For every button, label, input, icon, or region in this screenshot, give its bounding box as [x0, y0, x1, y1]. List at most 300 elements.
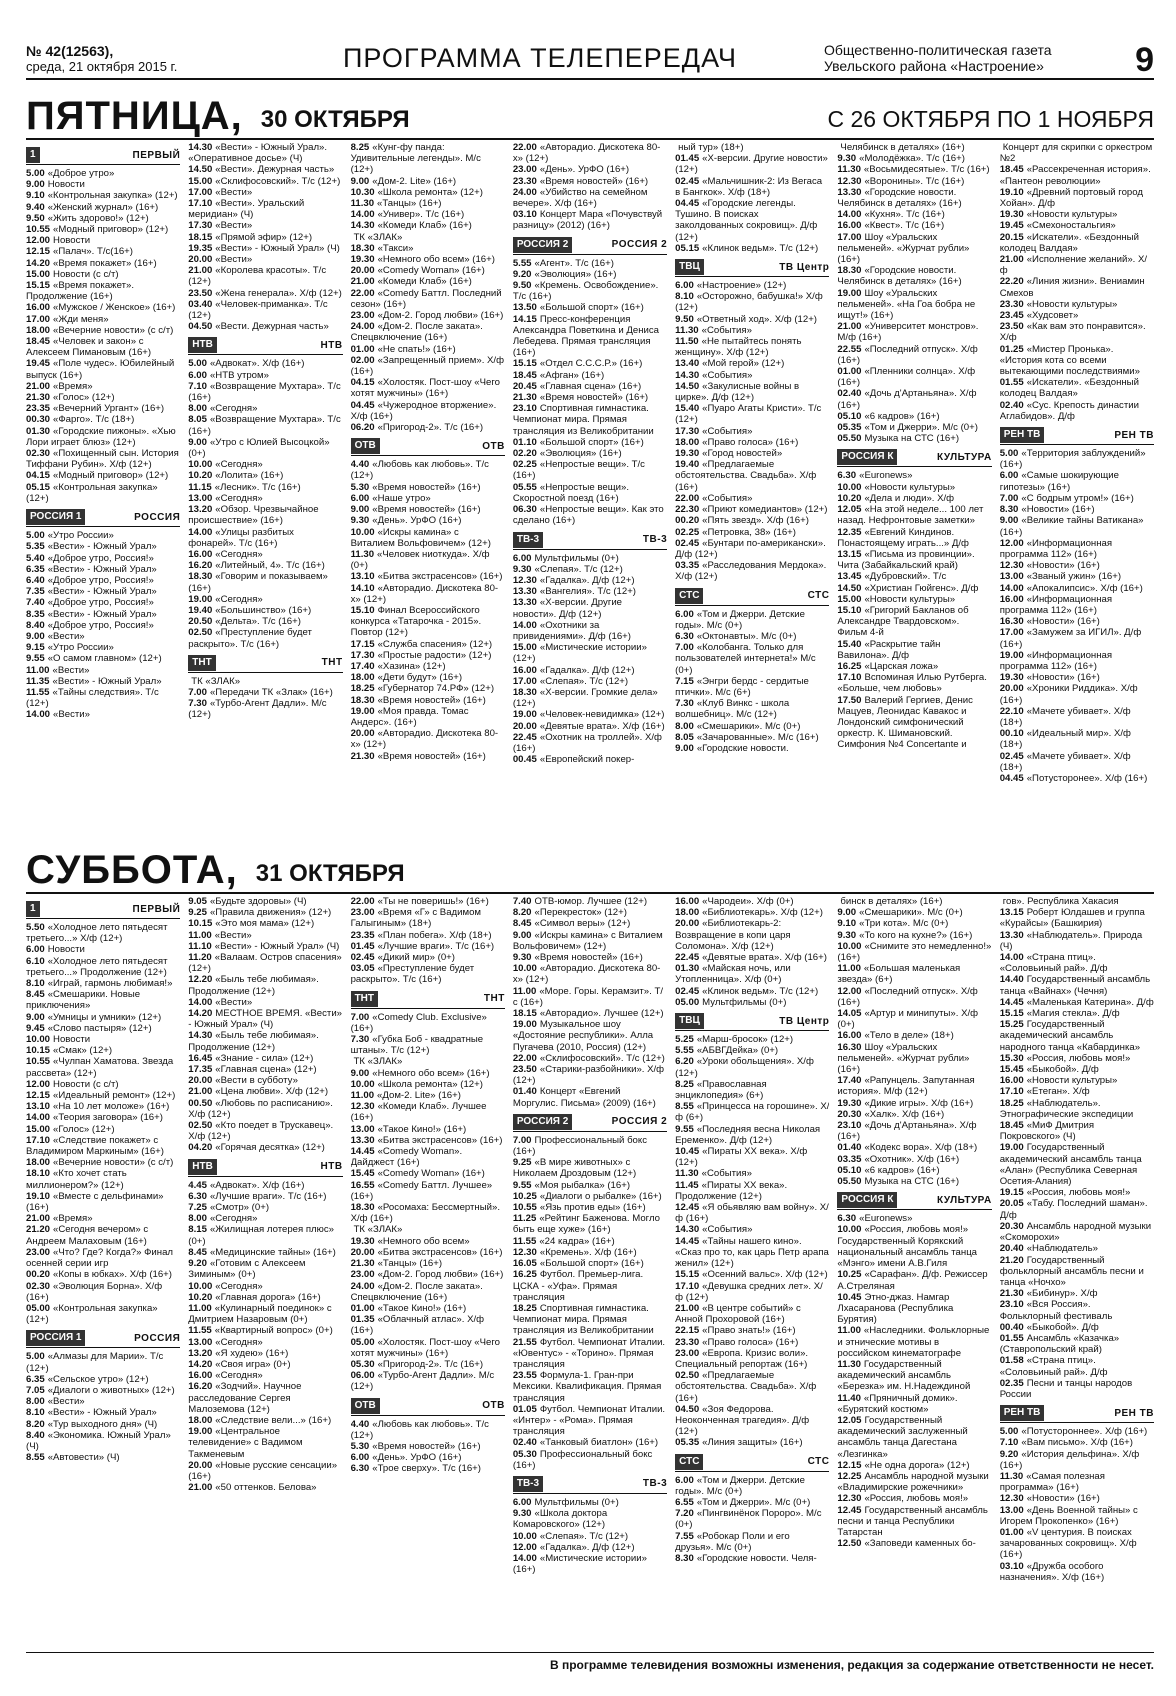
- friday-schedule: [26, 142, 1154, 832]
- program-title: «Григорий Бакланов об Александре Твардовском». Фильм 4-й: [837, 604, 969, 639]
- program-title: «Кремень». Х/ф (16+): [539, 1246, 637, 1258]
- program-entry: [188, 299, 342, 321]
- program-time: 9.00: [26, 1011, 45, 1023]
- program-title: «Великие тайны Ватикана» (16+): [999, 515, 1144, 538]
- program-title: «Время покажет» (16+): [53, 257, 157, 269]
- program-entry: [26, 358, 180, 380]
- program-time: 16.00: [999, 1075, 1024, 1087]
- channel-logo: СТС: [675, 1454, 703, 1470]
- footer-note: В программе телевидения возможны изменения, редакция за содержание ответственности не несет.: [549, 1658, 1154, 1672]
- program-time: 21.00: [837, 321, 862, 333]
- program-time: 10.00: [837, 1224, 862, 1236]
- program-time: 16.30: [837, 1041, 862, 1053]
- program-time: 11.30: [350, 548, 375, 560]
- program-title: Этно-джаз. Намгар Лхасаранова (Республика Бурятия): [837, 1291, 954, 1326]
- program-time: 14.20: [26, 257, 51, 269]
- program-time: 18.30: [350, 242, 375, 254]
- program-entry: [1000, 1355, 1154, 1377]
- program-entry: [675, 631, 829, 642]
- program-entry: [26, 1112, 180, 1123]
- program-entry: [675, 1497, 829, 1508]
- program-entry: [1000, 310, 1154, 321]
- program-entry: [837, 209, 991, 220]
- program-entry: [351, 1180, 505, 1202]
- program-time: 21.30: [999, 1288, 1024, 1300]
- program-time: 04.45: [350, 399, 375, 411]
- program-title: «Танковый биатлон» (16+): [539, 1437, 659, 1449]
- program-time: 02.45: [350, 952, 375, 964]
- program-time: 14.00: [188, 996, 213, 1008]
- program-entry: [1000, 1299, 1154, 1321]
- program-entry: [675, 743, 829, 754]
- program-time: 9.00: [188, 436, 207, 448]
- program-title: «Клуб Винкс - школа волшебниц». М/с (12+): [675, 698, 790, 721]
- program-title: «Обзор. Чрезвычайное происшествие» (16+): [188, 504, 319, 527]
- program-time: 22.00: [675, 492, 700, 504]
- program-title: «Новости» (16+): [1021, 504, 1095, 516]
- program-entry: [1000, 1098, 1154, 1120]
- program-title: «Кремень. Освобождение». Т/с (16+): [512, 280, 659, 303]
- program-title: «Мачете убивает». Х/ф (18+): [999, 705, 1131, 728]
- program-time: 9.00: [512, 929, 532, 941]
- program-time: 6.00: [512, 552, 532, 564]
- channel-logo: ТВЦ: [675, 1013, 704, 1029]
- program-time: 12.30: [512, 574, 537, 586]
- program-entry: [675, 1224, 829, 1235]
- program-time: 6.00: [350, 1452, 370, 1464]
- program-time: 9.20: [999, 1448, 1019, 1460]
- program-time: 20.00: [512, 720, 537, 732]
- program-time: 12.15: [26, 246, 51, 258]
- program-entry: [26, 597, 180, 608]
- program-time: 17.40: [350, 660, 375, 672]
- program-time: 17.00: [512, 675, 537, 687]
- program-time: 9.55: [26, 653, 45, 665]
- program-entry: [1000, 1449, 1154, 1471]
- program-entry: [675, 986, 829, 997]
- program-time: 22.55: [837, 343, 862, 355]
- program-title: «Восьмидесятые». Т/с (16+): [863, 164, 990, 176]
- program-time: 9.25: [512, 1157, 532, 1169]
- program-time: 14.00: [999, 952, 1024, 964]
- program-title: «Х-версии. Другие новости» (12+): [675, 153, 828, 176]
- program-time: 15.15: [26, 280, 51, 292]
- program-entry: [675, 1337, 829, 1348]
- program-time: 01.05: [512, 1403, 537, 1415]
- program-title: «Слепая». Т/с (12+): [539, 675, 629, 687]
- program-title: ТК «ЗЛАК»: [353, 231, 403, 243]
- program-time: 15.15: [512, 358, 537, 370]
- program-entry: [188, 265, 342, 287]
- program-title: Государственный фольклорный ансамбль песни и танца «Ночхо»: [999, 1254, 1144, 1288]
- program-title: Музыка на СТС (16+): [864, 1176, 960, 1188]
- channel-block: [188, 142, 342, 332]
- channel-block: [837, 448, 991, 750]
- program-entry: [1000, 896, 1154, 907]
- program-title: «Чародеи». Х/ф (0+): [702, 896, 794, 907]
- program-entry: [188, 504, 342, 526]
- program-time: 18.00: [350, 672, 375, 684]
- program-title: Валерий Гергиев, Денис Мацуев, Леонидас Кавакос и Лондонский симфонический оркестр. К. Шимановский. Симфония №4 Concertante и: [837, 694, 973, 751]
- program-time: 21.00: [188, 265, 213, 277]
- program-time: 8.00: [675, 720, 694, 732]
- program-time: 19.35: [188, 242, 213, 254]
- program-title: «Новости» (16+): [1026, 616, 1100, 628]
- channel-header: [675, 1453, 829, 1472]
- program-title: «События»: [702, 425, 753, 437]
- program-title: «Снимите это немедленно!» (16+): [837, 940, 992, 964]
- program-title: «Похищенный сын. История Тиффани Рубин». Х/ф (12+): [26, 448, 179, 471]
- program-title: «Охотник на троллей». Х/ф (16+): [512, 731, 662, 754]
- program-title: «Приют комедиантов» (12+): [702, 504, 828, 516]
- program-time: 05.10: [837, 1164, 862, 1176]
- program-time: 5.00: [26, 1351, 45, 1363]
- program-entry: [1000, 400, 1154, 422]
- channel-header: [513, 1113, 667, 1132]
- program-entry: [837, 153, 991, 164]
- program-entry: [675, 1508, 829, 1530]
- program-entry: [351, 1168, 505, 1179]
- program-time: 7.00: [512, 1134, 532, 1146]
- program-entry: [26, 1385, 180, 1396]
- program-time: 06.30: [512, 504, 537, 516]
- program-entry: [513, 1449, 667, 1471]
- program-time: 6.55: [675, 1496, 694, 1508]
- program-title: «События»: [702, 492, 753, 504]
- program-time: 02.45: [675, 175, 700, 187]
- program-title: Концерт для скрипки с оркестром №2: [999, 142, 1153, 165]
- program-time: 7.35: [26, 586, 45, 598]
- program-time: 05.50: [837, 433, 862, 445]
- program-entry: [1000, 1493, 1154, 1504]
- day-name: СУББОТА,: [26, 848, 238, 892]
- program-entry: [351, 1202, 505, 1224]
- program-entry: [837, 1213, 991, 1224]
- program-entry: [675, 153, 829, 175]
- program-entry: [675, 325, 829, 336]
- program-entry: [26, 269, 180, 280]
- program-entry: [513, 482, 667, 504]
- program-time: 19.30: [999, 672, 1024, 684]
- program-entry: [513, 280, 667, 302]
- channel-name: СТС: [807, 590, 830, 602]
- program-title: «Самые шокирующие гипотезы» (16+): [999, 470, 1119, 493]
- program-entry: [837, 571, 991, 582]
- program-time: 22.45: [675, 952, 700, 964]
- program-time: 22.30: [675, 504, 700, 516]
- program-time: 8.10: [26, 1407, 45, 1419]
- program-entry: [1000, 907, 1154, 929]
- program-title: «Три кота». М/с (0+): [859, 918, 949, 930]
- channel-block: [26, 508, 180, 720]
- program-title: «Большинство» (16+): [215, 604, 312, 616]
- program-time: 18.30: [837, 265, 862, 277]
- program-entry: [26, 1452, 180, 1463]
- schedule-column: [1000, 896, 1154, 1646]
- program-entry: [26, 1034, 180, 1045]
- program-entry: [1000, 1086, 1154, 1097]
- program-time: 05.15: [675, 242, 700, 254]
- program-entry: [188, 220, 342, 231]
- channel-name: ТВ Центр: [779, 1015, 830, 1027]
- program-time: 16.20: [188, 560, 213, 572]
- program-entry: [351, 583, 505, 605]
- program-title: «Тайны нашего кино». «Сказ про то, как царь Петр арапа женил» (12+): [675, 1235, 829, 1270]
- program-time: 20.40: [999, 1243, 1024, 1255]
- newspaper-name: Общественно-политическая газета Увельского района «Настроение»: [824, 42, 1052, 74]
- program-entry: [513, 642, 667, 664]
- program-entry: [513, 392, 667, 403]
- program-time: 11.30: [999, 1470, 1024, 1482]
- program-time: 14.20: [188, 1008, 213, 1020]
- program-title: «Дочь д'Артаньяна». Х/ф (16+): [837, 1120, 977, 1143]
- program-time: 15.25: [999, 1019, 1024, 1031]
- program-title: Государственный ансамбль песни и танца Республики Татарстан: [837, 1504, 988, 1538]
- program-time: 01.55: [999, 1332, 1024, 1344]
- program-title: «Бибинур». Х/ф: [1026, 1288, 1098, 1300]
- program-entry: [675, 952, 829, 963]
- channel-header: [675, 1012, 829, 1031]
- program-title: «Любовь по расписанию». Х/ф (12+): [188, 1097, 333, 1120]
- program-entry: [837, 1154, 991, 1165]
- program-title: «Школа ремонта» (12+): [377, 1078, 483, 1090]
- program-time: 11.00: [188, 1302, 212, 1314]
- channel-logo: СТС: [675, 588, 703, 604]
- program-title: «Марш-бросок» (12+): [696, 1034, 794, 1046]
- program-title: «Вести»: [215, 254, 253, 266]
- program-entry: [837, 366, 991, 388]
- program-entry: [1000, 1378, 1154, 1400]
- channel-logo: 1: [26, 147, 40, 163]
- program-entry: [26, 653, 180, 664]
- program-time: 12.00: [837, 985, 862, 997]
- program-title: «Искатели». «Бездонный колодец Валдая»: [999, 231, 1139, 254]
- program-title: «Контрольная закупка» (12+): [26, 481, 158, 504]
- program-title: «Губернатор 74.РФ» (12+): [377, 683, 495, 695]
- program-entry: [513, 1437, 667, 1448]
- program-title: «Доброе утро, Россия!»: [47, 552, 154, 564]
- program-entry: [351, 321, 505, 343]
- program-title: «Сегодня вечером» с Андреем Малаховым (16+): [26, 1224, 149, 1247]
- program-entry: [513, 907, 667, 918]
- program-title: «Право знать!» (16+): [702, 1325, 796, 1337]
- program-title: «Наблюдатель»: [1026, 1243, 1098, 1255]
- program-entry: [837, 1098, 991, 1109]
- program-time: 02.40: [999, 399, 1024, 411]
- program-title: «Авторадио. Дискотека 80-х» (12+): [350, 582, 499, 605]
- program-title: «Euronews»: [859, 470, 913, 482]
- masthead: [26, 38, 1154, 80]
- program-time: 9.30: [837, 153, 857, 165]
- program-title: «Смешарики». М/с (0+): [859, 907, 963, 919]
- program-entry: [513, 1258, 667, 1269]
- program-time: 03.05: [350, 963, 375, 975]
- program-entry: [188, 1075, 342, 1086]
- program-title: Ансамбль «Казачка» (Ставропольский край): [999, 1332, 1120, 1356]
- program-time: 16.00: [675, 896, 700, 907]
- program-title: «Время покажет». Продолжение (16+): [26, 280, 134, 303]
- program-entry: [513, 586, 667, 597]
- channel-block: [675, 142, 829, 254]
- program-title: «Дом-2. Город любви» (16+): [377, 310, 504, 322]
- program-title: «Диалоги о животных» (12+): [47, 1384, 175, 1396]
- program-time: 04.20: [188, 1142, 213, 1154]
- program-entry: [837, 1075, 991, 1097]
- program-time: 15.45: [999, 1064, 1024, 1076]
- program-entry: [188, 918, 342, 929]
- program-title: «Дельта». Т/с (16+): [215, 616, 301, 628]
- program-time: 23.55: [512, 1370, 537, 1382]
- program-entry: [351, 1090, 505, 1101]
- program-title: «Девятые врата». Х/ф (16+): [702, 952, 827, 964]
- program-time: 12.05: [837, 1414, 862, 1426]
- program-entry: [351, 930, 505, 941]
- program-time: 14.50: [675, 380, 700, 392]
- program-title: «Передачи ТК «Злак» (16+): [209, 686, 333, 698]
- program-time: 00.20: [26, 1269, 51, 1281]
- channel-header: [513, 531, 667, 550]
- program-title: «Информационная программа 112» (16+): [999, 649, 1113, 672]
- program-time: 11.15: [188, 481, 212, 493]
- schedule-column: [513, 896, 667, 1646]
- program-title: «Кунг-фу панда: Удивительные легенды». М/с (12+): [350, 142, 481, 176]
- program-title: «Агент». Т/с (16+): [534, 257, 614, 269]
- program-entry: [513, 269, 667, 280]
- program-entry: [675, 1056, 829, 1078]
- program-entry: [26, 302, 180, 313]
- program-entry: [837, 695, 991, 751]
- program-title: «Человек-невидимка» (12+): [539, 709, 665, 721]
- program-entry: [675, 698, 829, 720]
- program-entry: [351, 288, 505, 310]
- program-entry: [1000, 706, 1154, 728]
- program-title: «Не пытайтесь понять женщину». Х/ф (12+): [675, 336, 802, 359]
- program-entry: [675, 426, 829, 437]
- program-time: 13.15: [837, 548, 862, 560]
- program-title: «Том и Джерри». М/с (0+): [696, 1496, 811, 1508]
- channel-block: [351, 437, 505, 761]
- program-time: 05.15: [26, 481, 51, 493]
- program-entry: [513, 721, 667, 732]
- program-title: «Вечерний Ургант» (16+): [53, 403, 165, 415]
- program-title: «Немного обо всем» (16+): [377, 254, 495, 266]
- program-entry: [351, 571, 505, 582]
- program-entry: [1000, 1142, 1154, 1187]
- program-entry: [837, 1269, 991, 1291]
- program-title: «Царская ложа»: [864, 660, 939, 672]
- program-time: 9.00: [26, 179, 45, 191]
- program-title: «Росомаха: Бессмертный». Х/ф (16+): [350, 1202, 500, 1225]
- channel-name: СТС: [807, 1456, 830, 1468]
- program-title: «Лучшие враги». Т/с (16+): [209, 1190, 327, 1202]
- program-time: 6.35: [26, 563, 45, 575]
- program-title: «Comedy Club. Exclusive» (16+): [350, 1011, 487, 1034]
- program-title: «Зодчий». Научное расследование Сергея Малоземова (12+): [188, 1381, 302, 1415]
- program-title: «Euronews»: [859, 1213, 913, 1225]
- channel-header: [188, 1158, 342, 1177]
- program-title: «Комеди Клаб». Лучшее (16+): [350, 1101, 487, 1124]
- program-entry: [188, 1053, 342, 1064]
- program-time: 21.00: [999, 254, 1024, 266]
- program-entry: [675, 560, 829, 582]
- program-time: 16.00: [188, 548, 213, 560]
- program-entry: [351, 1135, 505, 1146]
- program-entry: [1000, 187, 1154, 209]
- program-time: 5.00: [999, 1426, 1019, 1438]
- program-entry: [351, 243, 505, 254]
- program-time: 13.45: [837, 571, 862, 583]
- program-entry: [26, 246, 180, 257]
- program-title: «Вести» - Южный Урал» (Ч): [214, 940, 340, 952]
- program-time: 02.40: [512, 1437, 537, 1449]
- program-title: «Символ веры» (12+): [534, 918, 631, 930]
- program-title: «Универ». Т/с (16+): [377, 209, 465, 221]
- program-entry: [351, 896, 505, 907]
- program-title: «Школа ремонта» (12+): [377, 186, 483, 198]
- program-entry: [26, 922, 180, 944]
- program-entry: [1000, 1053, 1154, 1064]
- program-title: «План побега». Х/ф (18+): [377, 929, 492, 941]
- program-title: «Сегодня»: [215, 593, 263, 605]
- program-time: 01.35: [350, 1314, 375, 1326]
- channel-header: [26, 146, 180, 165]
- program-entry: [675, 997, 829, 1008]
- program-time: 24.00: [350, 321, 375, 333]
- program-time: 4.40: [350, 1418, 370, 1430]
- program-title: Пресс-конференция Александра Поветкина и Дениса Лебедева. Прямая трансляция (16+): [512, 313, 659, 359]
- program-entry: [675, 1168, 829, 1179]
- program-title: «Эволюция Борна». Х/ф (16+): [26, 1280, 163, 1303]
- program-title: «НТВ утром»: [209, 369, 269, 381]
- program-time: 8.40: [26, 619, 45, 631]
- program-title: «Библиотекарь». Х/ф (12+): [702, 907, 823, 919]
- program-title: «Наше утро»: [372, 492, 431, 504]
- program-time: 20.00: [675, 918, 700, 930]
- program-time: 24.00: [512, 186, 537, 198]
- program-title: «Сегодня»: [215, 1280, 263, 1292]
- program-title: «Голос» (12+): [53, 1123, 115, 1135]
- channel-name: РОССИЯ: [134, 1332, 181, 1344]
- program-entry: [188, 482, 342, 493]
- program-title: «Дети будут» (16+): [377, 672, 463, 684]
- channel-logo: ТНТ: [188, 655, 215, 671]
- program-time: 23.00: [26, 1246, 51, 1258]
- program-time: 16.55: [350, 1179, 375, 1191]
- program-title: «Линия защиты» (16+): [702, 1437, 803, 1449]
- program-time: 17.30: [350, 649, 375, 661]
- program-time: 13.20: [188, 504, 213, 516]
- channel-block: [513, 896, 667, 1109]
- program-title: «Преступление будет раскрыто». Т/с (16+): [188, 627, 312, 650]
- program-title: «День». УрФО (16+): [372, 515, 462, 527]
- program-entry: [837, 433, 991, 444]
- program-entry: [837, 504, 991, 526]
- program-entry: [26, 258, 180, 269]
- program-title: «Халк». Х/ф (16+): [864, 1108, 945, 1120]
- program-entry: [1000, 1019, 1154, 1053]
- program-time: 12.00: [512, 1541, 537, 1553]
- program-title: «Етеган». Х/ф: [1026, 1086, 1090, 1098]
- program-time: 23.50: [512, 1064, 537, 1076]
- program-entry: [675, 1303, 829, 1325]
- program-entry: [188, 941, 342, 952]
- program-time: 21.55: [512, 1336, 537, 1348]
- program-entry: [188, 1120, 342, 1142]
- program-title: «Искры камина» с Виталием Вольфовичем» (12+): [512, 929, 663, 952]
- program-time: 11.55: [26, 686, 50, 698]
- program-time: 7.40: [26, 597, 45, 609]
- program-title: Новости: [47, 944, 85, 956]
